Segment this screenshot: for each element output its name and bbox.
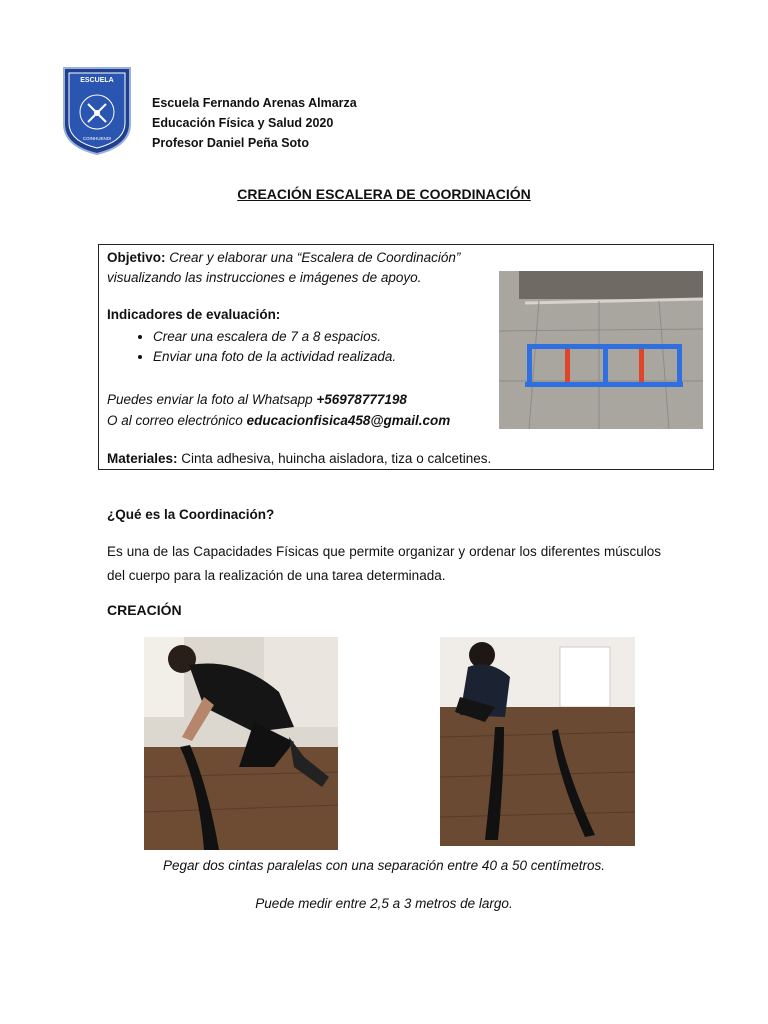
indicator-item: • Enviar una foto de la actividad realizada. (153, 347, 396, 367)
caption-separation: Pegar dos cintas paralelas con una separación entre 40 a 50 centímetros. (162, 858, 606, 873)
contact-line-1: Puedes enviar la foto al Whatsapp (107, 392, 317, 407)
contact-info (107, 389, 450, 431)
objective-label: Objetivo (107, 250, 162, 265)
whatsapp-number[interactable]: +56978777198 (316, 392, 407, 407)
materials-line (107, 451, 491, 466)
materials-text: Cinta adhesiva, huincha aisladora, tiza o calcetines. (177, 451, 492, 466)
school-name: Escuela Fernando Arenas Almarza (152, 96, 357, 110)
ladder-example-photo (499, 271, 703, 429)
indicator-item: • Crear una escalera de 7 a 8 espacios. (153, 327, 396, 347)
objective-section: Objetivo: Crear y elaborar una “Escalera de Coordinación” visualizando las instrucciones e imágenes de apoyo. (107, 250, 461, 285)
tape-rung (677, 344, 682, 387)
objective-text-1: Crear y elaborar una “Escalera de Coordinación” (169, 250, 461, 265)
contact-line-2: O al correo electrónico (107, 413, 247, 428)
objective-box (98, 244, 714, 470)
section-heading: CREACIÓN (107, 602, 182, 618)
teacher-name: Profesor Daniel Peña Soto (152, 136, 309, 150)
caption-length: Puede medir entre 2,5 a 3 metros de largo. (255, 896, 513, 911)
taping-photo-2 (440, 637, 635, 846)
logo-bottom-text: COINHUENDI (82, 136, 112, 141)
header-info (152, 93, 357, 153)
tape-rung (527, 344, 532, 387)
tape-rung-red (639, 349, 644, 382)
logo-top-text: ESCUELA (80, 77, 114, 84)
taping-photo-1 (144, 637, 338, 850)
tape-rung-red (565, 349, 570, 382)
subject-name: Educación Física y Salud 2020 (152, 116, 334, 130)
indicators-list (107, 327, 396, 367)
tape-rung (603, 346, 608, 386)
coordination-definition: Es una de las Capacidades Físicas que permite organizar y ordenar los diferentes músculos del cuerpo para la realización de una tarea determinada. (107, 544, 661, 583)
materials-label: Materiales: (107, 451, 178, 466)
school-logo (62, 66, 132, 156)
objective-text-2: visualizando las instrucciones e imágenes de apoyo. (107, 270, 422, 285)
document-title: CREACIÓN ESCALERA DE COORDINACIÓN (237, 186, 531, 202)
indicators-heading: Indicadores de evaluación: (107, 307, 281, 322)
coordination-question: ¿Qué es la Coordinación? (107, 507, 275, 522)
email-link[interactable]: educacionfisica458@gmail.com (246, 413, 451, 428)
